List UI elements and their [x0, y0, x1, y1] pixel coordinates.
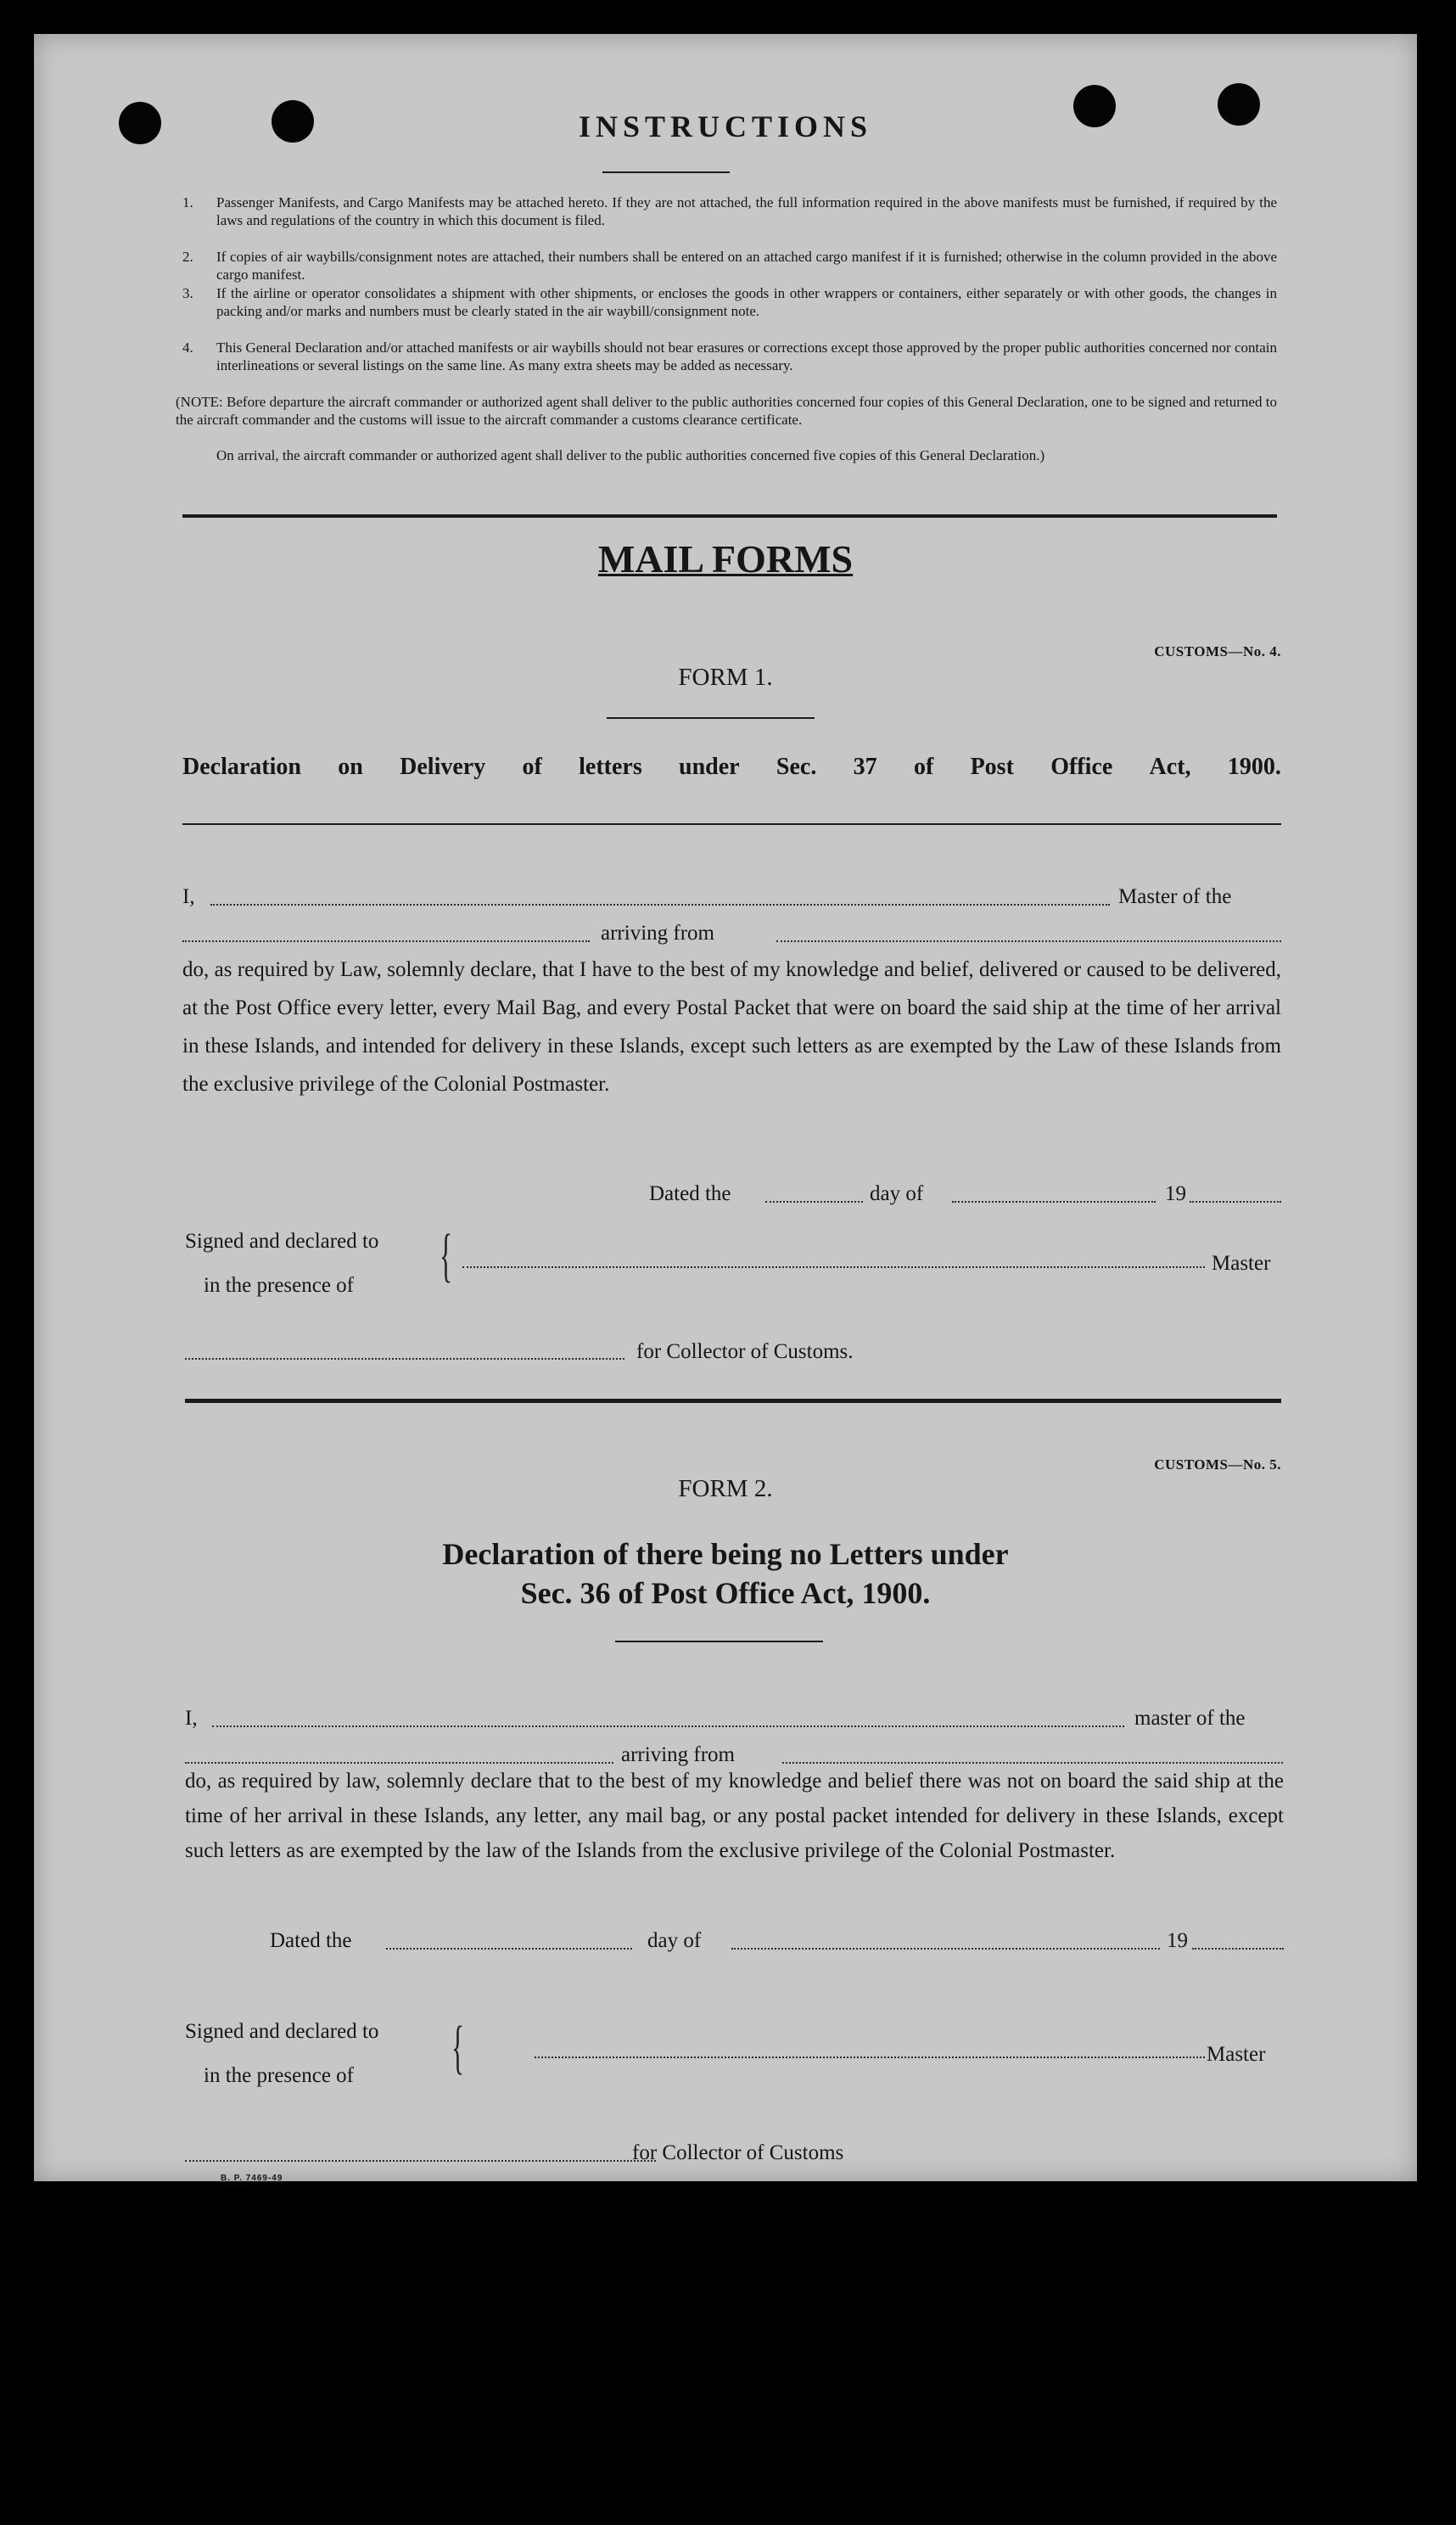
master-of-the-label: master of the [1134, 1707, 1246, 1730]
heading-word: Post [970, 754, 1014, 780]
form-heading [182, 754, 1281, 781]
i-label: I, [182, 885, 195, 908]
mail-forms-title: MAIL FORMS [597, 537, 854, 581]
date-year-field[interactable] [1190, 1201, 1281, 1203]
year-label: 19 [1167, 1929, 1188, 1952]
heading-word: Office [1050, 754, 1113, 780]
date-month-field[interactable] [731, 1948, 1160, 1950]
master-name-field[interactable] [212, 1725, 1124, 1727]
instruction-text: Passenger Manifests, and Cargo Manifests may be attached hereto. If they are not attached, the full information required in the above manifests must be furnished, if required by the laws and regulations of the country in which this document is filed. [216, 194, 1277, 228]
form-title: FORM 2. [678, 1475, 773, 1502]
heading-word: 1900. [1227, 754, 1281, 780]
section-divider [182, 514, 1277, 518]
day-of-label: day of [870, 1182, 924, 1205]
form-title-underline [607, 717, 815, 719]
document-sheet [34, 34, 1417, 2181]
date-month-field[interactable] [952, 1201, 1156, 1203]
heading-word: Declaration [182, 754, 301, 780]
heading-word: Delivery [400, 754, 486, 780]
heading-rule [182, 823, 1281, 825]
instruction-number: 1. [182, 194, 193, 210]
form-heading-line1: Declaration of there being no Letters under [442, 1537, 1009, 1571]
instruction-note-arrival: On arrival, the aircraft commander or authorized agent shall deliver to the public authorities concerned five copies of this General Declaration.) [216, 447, 1045, 463]
i-label: I, [185, 1707, 198, 1730]
signed-label: Signed and declared to [185, 1230, 379, 1253]
collector-field[interactable] [185, 2160, 656, 2162]
instructions-title: INSTRUCTIONS [578, 109, 873, 143]
instruction-text: This General Declaration and/or attached manifests or air waybills should not bear erasures or corrections except those approved by the proper public authorities concerned nor contain interlineations or several listings on the same line. As many extra sheets may be added as necessary. [216, 339, 1277, 373]
signature-field[interactable] [535, 2056, 1205, 2058]
heading-word: of [522, 754, 542, 780]
date-year-field[interactable] [1192, 1948, 1284, 1950]
brace-icon: { [451, 2015, 465, 2080]
presence-label: in the presence of [204, 1274, 355, 1297]
arriving-from-label: arriving from [601, 922, 714, 945]
date-day-field[interactable] [765, 1201, 863, 1203]
heading-word: Sec. [776, 754, 817, 780]
master-label: Master [1207, 2043, 1266, 2066]
instruction-text: If copies of air waybills/consignment notes are attached, their numbers shall be entered on an attached cargo manifest if it is furnished; otherwise in the column provided in the above cargo manifest. [216, 249, 1277, 283]
print-code: B. P. 7469-49 [221, 2174, 283, 2183]
master-of-the-label: Master of the [1118, 885, 1232, 908]
heading-word: on [338, 754, 363, 780]
arriving-from-label: arriving from [621, 1743, 735, 1766]
master-name-field[interactable] [210, 904, 1110, 906]
customs-number: CUSTOMS—No. 4. [1154, 643, 1281, 659]
heading-word: of [913, 754, 934, 780]
declaration-text: do, as required by Law, solemnly declare, that I have to the best of my knowledge and belief, delivered or caused to be delivered, at the Post Office every letter, every Mail Bag, and every Postal Packet that were on board the said ship at the time of her arrival in these Islands, and intended for delivery in these Islands, except such letters as are exempted by the Law of these Islands from the exclusive privilege of the Colonial Postmaster. [182, 958, 1281, 1096]
year-label: 19 [1165, 1182, 1186, 1205]
form-heading-line2: Sec. 36 of Post Office Act, 1900. [520, 1576, 931, 1610]
heading-word: under [679, 754, 740, 780]
title-underline [602, 171, 730, 173]
dated-the-label: Dated the [270, 1929, 352, 1952]
instructions-list [176, 194, 1277, 533]
signature-field[interactable] [462, 1266, 1205, 1268]
dated-the-label: Dated the [649, 1182, 731, 1205]
signed-label: Signed and declared to [185, 2020, 379, 2043]
instruction-note: (NOTE: Before departure the aircraft commander or authorized agent shall deliver to the public authorities concerned four copies of this General Declaration, one to be signed and returned to the aircraft commander and the customs will issue to the aircraft commander a customs clearance certificate. [176, 394, 1277, 428]
form-title: FORM 1. [678, 664, 773, 691]
ship-name-field[interactable] [182, 940, 590, 942]
collector-field[interactable] [185, 1358, 624, 1360]
day-of-label: day of [647, 1929, 702, 1952]
section-divider [185, 1399, 1281, 1403]
for-collector-label: for Collector of Customs [632, 2141, 844, 2164]
declaration-text: do, as required by law, solemnly declare that to the best of my knowledge and belief there was not on board the said ship at the time of her arrival in these Islands, any letter, any mail bag, or any postal packet intended for delivery in these Islands, except such letters as are exempted by the law of the Islands from the exclusive privilege of the Colonial Postmaster. [185, 1770, 1284, 1862]
origin-field[interactable] [776, 940, 1281, 942]
instruction-number: 3. [182, 285, 193, 301]
heading-word: 37 [853, 754, 877, 780]
for-collector-label: for Collector of Customs. [636, 1340, 854, 1363]
customs-number: CUSTOMS—No. 5. [1154, 1456, 1281, 1473]
brace-icon: { [440, 1223, 453, 1288]
heading-word: letters [579, 754, 642, 780]
presence-label: in the presence of [204, 2064, 355, 2087]
heading-underline [615, 1641, 823, 1642]
instruction-number: 4. [182, 339, 193, 356]
instruction-text: If the airline or operator consolidates a shipment with other shipments, or encloses the goods in other wrappers or containers, either separately or with other goods, the changes in packing and/or marks and numbers must be clearly stated in the air waybill/consignment note. [216, 285, 1277, 319]
master-label: Master [1212, 1252, 1271, 1275]
date-day-field[interactable] [386, 1948, 632, 1950]
instruction-number: 2. [182, 249, 193, 265]
heading-word: Act, [1149, 754, 1191, 780]
